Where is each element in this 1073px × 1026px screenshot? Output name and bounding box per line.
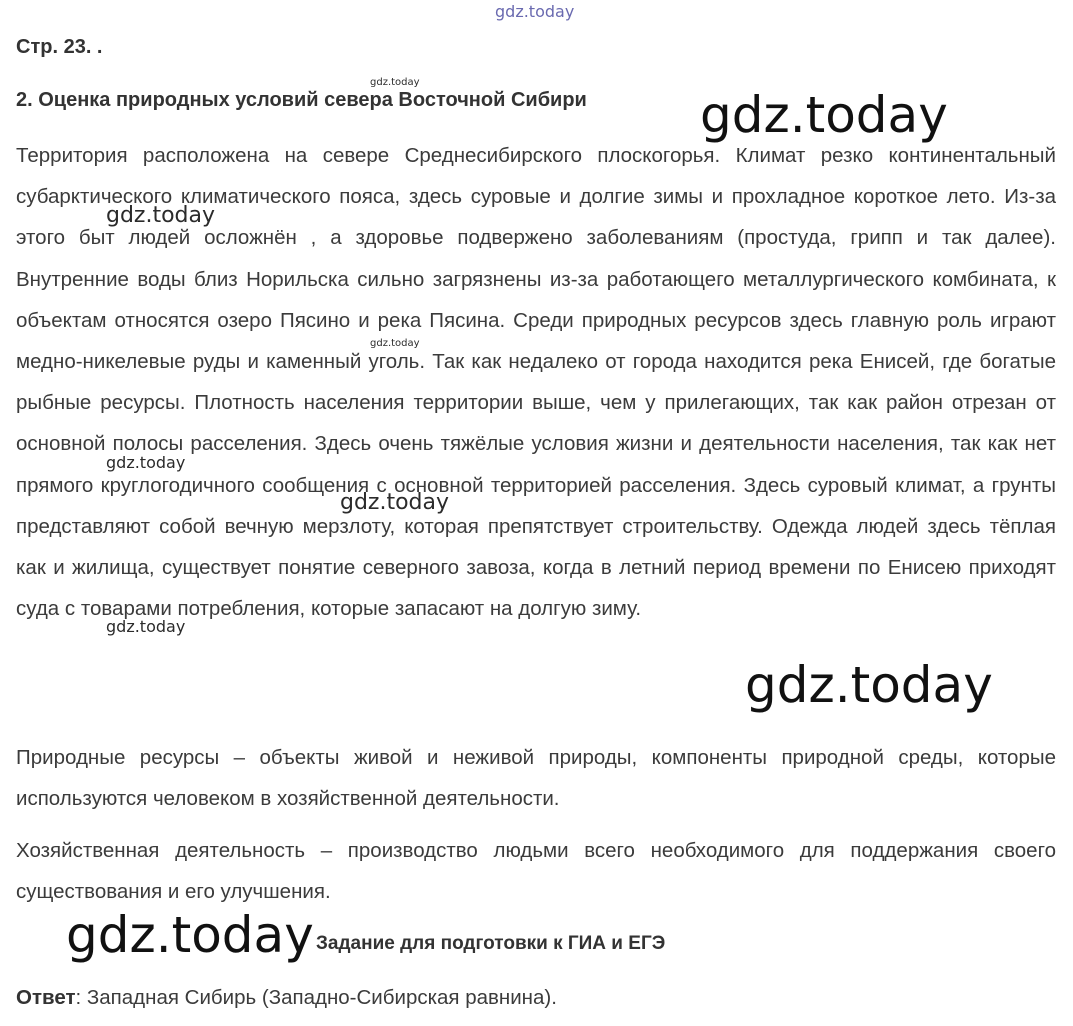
watermark-small-1: gdz.today — [106, 203, 216, 228]
watermark-small-3: gdz.today — [340, 490, 450, 515]
watermark-small-4: gdz.today — [106, 617, 186, 636]
task-heading: Задание для подготовки к ГИА и ЕГЭ — [316, 933, 666, 954]
watermark-tiny-2: gdz.today — [370, 338, 420, 349]
answer-label: Ответ — [16, 986, 76, 1009]
definition-resources: Природные ресурсы – объекты живой и неживой природы, компоненты природной среды, которые используются человеком в хозяйственной деятельности. — [16, 746, 1056, 810]
watermark-big-2: gdz.today — [745, 656, 993, 714]
answer-text: : Западная Сибирь (Западно-Сибирская равнина). — [75, 986, 557, 1009]
answer-line — [16, 986, 557, 1010]
watermark-big-3: gdz.today — [66, 906, 314, 964]
definition-economic: Хозяйственная деятельность – производство людьми всего необходимого для поддержания своего существования и его улучшения. — [16, 839, 1056, 903]
watermark-top: gdz.today — [495, 2, 575, 21]
page-label: Стр. 23. . — [16, 36, 103, 58]
watermark-tiny-1: gdz.today — [370, 77, 420, 88]
section-title: 2. Оценка природных условий севера Восточной Сибири — [16, 89, 587, 111]
watermark-small-2: gdz.today — [106, 453, 186, 472]
watermark-big-1: gdz.today — [700, 86, 948, 144]
main-paragraph: Территория расположена на севере Среднесибирского плоскогорья. Климат резко континентальный субарктического климатического пояса, здесь суровые и долгие зимы и прохладное короткое лето. Из-за этого быт людей осложнён , а здоровье подвержено заболеваниям (простуда, грипп и так далее). Внутренние воды близ Норильска сильно загрязнены из-за работающего металлургического комбината, к объектам относятся озеро Пясино и река Пясина. Среди природных ресурсов здесь главную роль играют медно-никелевые руды и каменный уголь. Так как недалеко от города находится река Енисей, где богатые рыбные ресурсы. Плотность населения территории выше, чем у прилегающих, так как район отрезан от основной полосы расселения. Здесь очень тяжёлые условия жизни и деятельности населения, так как нет прямого круглогодичного сообщения с основной территорией расселения. Здесь суровый климат, а грунты представляют собой вечную мерзлоту, которая препятствует строительству. Одежда людей здесь тёплая как и жилища, существует понятие северного завоза, когда в летний период времени по Енисею приходят суда с товарами потребления, которые запасают на долгую зиму. — [16, 144, 1056, 621]
